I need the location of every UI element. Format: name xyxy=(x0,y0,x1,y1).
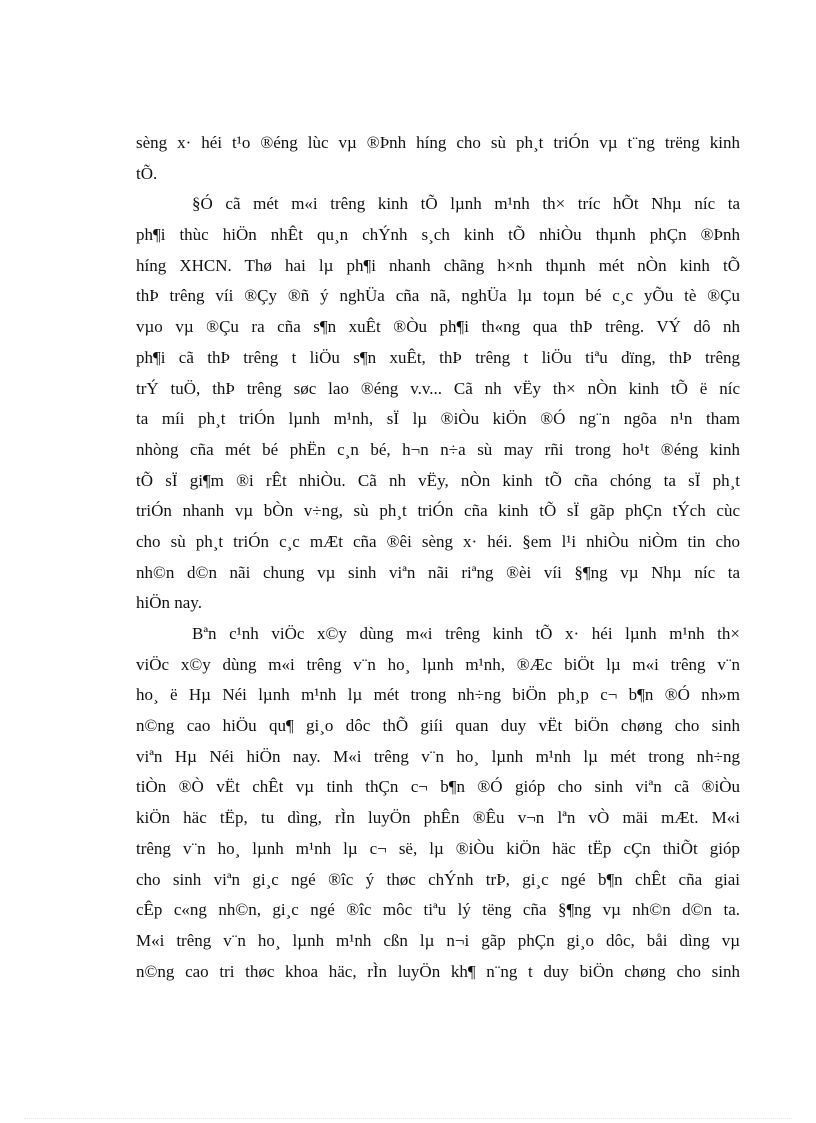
text-line: cho sinh viªn gi¸c ngé ®îc ý thøc chÝnh trÞ, gi¸c ngé b¶n chÊt cña giai xyxy=(136,869,740,889)
text-line: kiÖn häc tËp, tu dìng, rÌn luyÖn phÊn ®Êu v¬n lªn vÒ mäi mÆt. M«i xyxy=(136,808,740,828)
text-line: ho¸ ë Hµ Néi lµnh m¹nh lµ mét trong nh÷ng biÖn ph¸p c¬ b¶n ®Ó nh»m xyxy=(136,685,740,705)
text-line: sèng x· héi t¹o ®éng lùc vµ ®Þnh híng cho sù ph¸t triÓn vµ t¨ng trëng kinh xyxy=(136,133,740,152)
text-line: triÓn nhanh vµ bÒn v÷ng, sù ph¸t triÓn cña kinh tÕ sÏ gãp phÇn tÝch cùc xyxy=(136,501,740,521)
text-line: nh©n d©n nãi chung vµ sinh viªn nãi riªng ®èi víi §¶ng vµ Nhµ níc ta xyxy=(136,562,740,582)
text-line: nhòng cña mét bé phËn c¸n bé, h¬n n÷a sù may rñi trong ho¹t ®éng kinh xyxy=(136,439,740,459)
text-line: thÞ trêng víi ®Çy ®ñ ý nghÜa cña nã, nghÜa lµ toµn bé c¸c yÕu tè ®Çu xyxy=(136,286,740,306)
text-line: n©ng cao hiÖu qu¶ gi¸o dôc thÕ giíi quan duy vËt biÖn chøng cho sinh xyxy=(136,716,740,736)
paragraph-3 xyxy=(136,619,740,987)
text-line: cÊp c«ng nh©n, gi¸c ngé ®îc môc tiªu lý tëng cña §¶ng vµ nh©n d©n ta. xyxy=(136,900,740,920)
text-line: n©ng cao tri thøc khoa häc, rÌn luyÖn kh¶ n¨ng t duy biÖn chøng cho sinh xyxy=(136,961,740,981)
text-line: viªn Hµ Néi hiÖn nay. M«i trêng v¨n ho¸ lµnh m¹nh lµ mét trong nh÷ng xyxy=(136,746,740,766)
document-body xyxy=(136,128,740,987)
paragraph-1 xyxy=(136,128,740,189)
text-line: ph¶i cã thÞ trêng t liÖu s¶n xuÊt, thÞ trêng t liÖu tiªu dïng, thÞ trêng xyxy=(136,347,740,367)
paragraph-2 xyxy=(136,189,740,619)
text-line: ph¶i thùc hiÖn nhÊt qu¸n chÝnh s¸ch kinh tÕ nhiÒu thµnh phÇn ®Þnh xyxy=(136,225,740,245)
text-line: híng XHCN. Thø hai lµ ph¶i nhanh chãng h×nh thµnh mét nÒn kinh tÕ xyxy=(136,255,740,275)
text-line: Bªn c¹nh viÖc x©y dùng m«i trêng kinh tÕ x· héi lµnh m¹nh th× xyxy=(192,624,740,643)
text-line: vµo vµ ®Çu ra cña s¶n xuÊt ®Òu ph¶i th«ng qua thÞ trêng. VÝ dô nh xyxy=(136,317,740,337)
page-bottom-divider xyxy=(24,1118,792,1119)
text-line: hiÖn nay. xyxy=(136,593,202,613)
text-line: trêng v¨n ho¸ lµnh m¹nh lµ c¬ së, lµ ®iÒu kiÖn häc tËp cÇn thiÕt gióp xyxy=(136,838,740,858)
text-line: trÝ tuÖ, thÞ trêng søc lao ®éng v.v... Cã nh vËy th× nÒn kinh tÕ ë níc xyxy=(136,378,740,398)
text-line: ta míi ph¸t triÓn lµnh m¹nh, sÏ lµ ®iÒu kiÖn ®Ó ng¨n ngõa n¹n tham xyxy=(136,409,740,429)
text-line: §Ó cã mét m«i trêng kinh tÕ lµnh m¹nh th× tríc hÕt Nhµ níc ta xyxy=(192,194,740,214)
text-line: tÕ. xyxy=(136,163,158,183)
text-line: tÕ sÏ gi¶m ®i rÊt nhiÒu. Cã nh vËy, nÒn kinh tÕ cña chóng ta sÏ ph¸t xyxy=(136,470,740,490)
text-line: cho sù ph¸t triÓn c¸c mÆt cña ®êi sèng x· héi. §em l¹i nhiÒu niÒm tin cho xyxy=(136,531,740,551)
text-line: M«i trêng v¨n ho¸ lµnh m¹nh cßn lµ n¬i gãp phÇn gi¸o dôc, båi dìng vµ xyxy=(136,930,740,950)
text-line: viÖc x©y dùng m«i trêng v¨n ho¸ lµnh m¹nh, ®Æc biÖt lµ m«i trêng v¨n xyxy=(136,654,740,674)
text-line: tiÒn ®Ò vËt chÊt vµ tinh thÇn c¬ b¶n ®Ó gióp cho sinh viªn cã ®iÒu xyxy=(136,777,740,797)
